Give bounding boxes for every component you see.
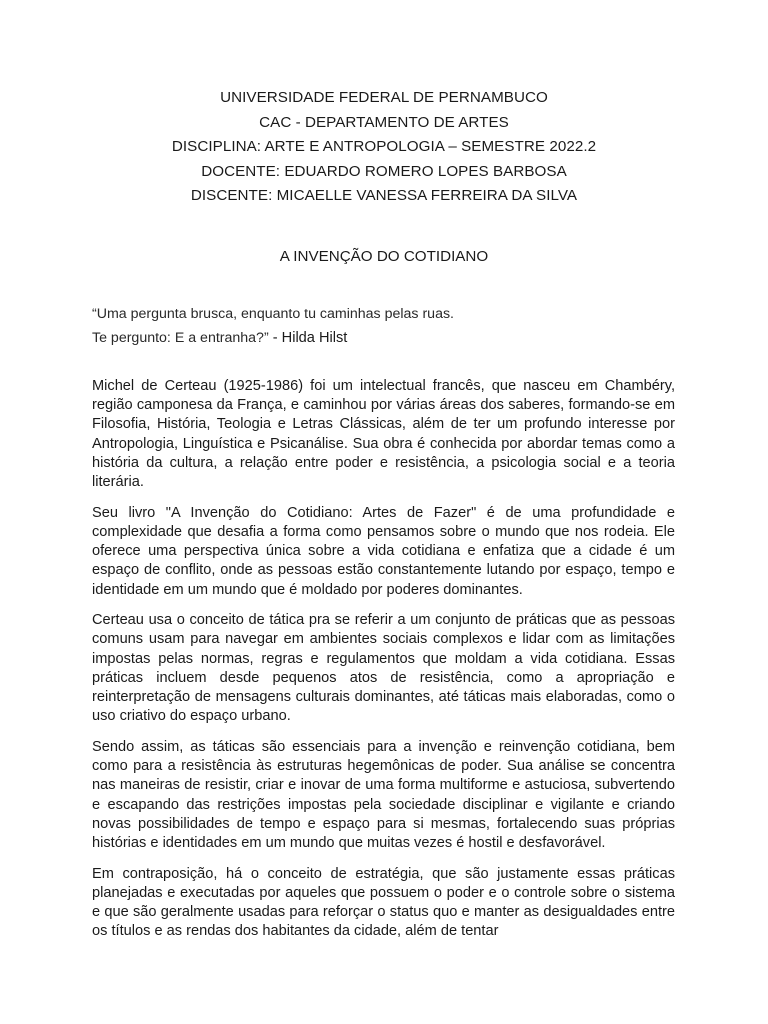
paragraph: Certeau usa o conceito de tática pra se referir a um conjunto de práticas que as pessoas comuns usam para navegar em ambientes sociais complexos e lidar com as limitações impostas pelas normas, regras e regulamentos que moldam a vida cotidiana. Essas práticas incluem desde pequenos atos de resistência, como a apropriação e reinterpretação de mensagens culturais dominantes, até táticas mais elaboradas, como o uso criativo do espaço urbano. (92, 612, 675, 725)
epigraph (92, 302, 692, 350)
university-name: UNIVERSIDADE FEDERAL DE PERNAMBUCO (220, 89, 548, 106)
teacher-line: DOCENTE: EDUARDO ROMERO LOPES BARBOSA (201, 162, 567, 180)
paragraph: Sendo assim, as táticas são essenciais para a invenção e reinvenção cotidiana, bem como para a resistência às estruturas hegemônicas de poder. Sua análise se concentra nas maneiras de resistir, criar e inovar de uma forma multiforme e astuciosa, subvertendo e escapando das restrições impostas pela sociedade disciplinar e vigilante e criando novas possibilidades de tempo e espaço para si mesmas, fortalecendo suas próprias histórias e identidades em um mundo que muitas vezes é hostil e desfavorável. (92, 738, 675, 851)
document-header (0, 86, 768, 209)
document-title: A INVENÇÃO DO COTIDIANO (279, 248, 489, 265)
epigraph-line-2 (92, 326, 692, 350)
course-line: DISCIPLINA: ARTE E ANTROPOLOGIA – SEMESTRE 2022.2 (171, 138, 597, 156)
epigraph-line-1: “Uma pergunta brusca, enquanto tu caminhas pelas ruas. (92, 306, 454, 322)
paragraph: Em contraposição, há o conceito de estratégia, que são justamente essas práticas planejadas e executadas por aqueles que possuem o poder e o controle sobre o sistema e que são geralmente usadas para reforçar o status quo e manter as desigualdades entre os títulos e as rendas dos habitantes da cidade, além de tentar (92, 865, 675, 940)
paragraph: Seu livro "A Invenção do Cotidiano: Artes de Fazer" é de uma profundidade e complexidade que desafia a forma como pensamos sobre o mundo que nos rodeia. Ele oferece uma perspectiva única sobre a vida cotidiana e enfatiza que a cidade é um espaço de conflito, onde as pessoas estão constantemente lutando por espaço, tempo e identidade em um mundo que é moldado por poderes dominantes. (92, 504, 675, 598)
department-name: CAC - DEPARTAMENTO DE ARTES (259, 113, 509, 131)
student-line: DISCENTE: MICAELLE VANESSA FERREIRA DA SILVA (190, 187, 578, 205)
body-text (92, 377, 675, 953)
paragraph: Michel de Certeau (1925-1986) foi um intelectual francês, que nasceu em Chambéry, região camponesa da França, e caminhou por várias áreas dos saberes, formando-se em Filosofia, História, Teologia e Letras Clássicas, além de ter um profundo interesse por Antropologia, Linguística e Psicanálise. Sua obra é conhecida por abordar temas como a história da cultura, a relação entre poder e resistência, a psicologia social e a teoria literária. (92, 378, 675, 491)
epigraph-quote-end: Te pergunto: E a entranha?” (92, 330, 269, 346)
epigraph-author: - Hilda Hilst (268, 330, 348, 346)
